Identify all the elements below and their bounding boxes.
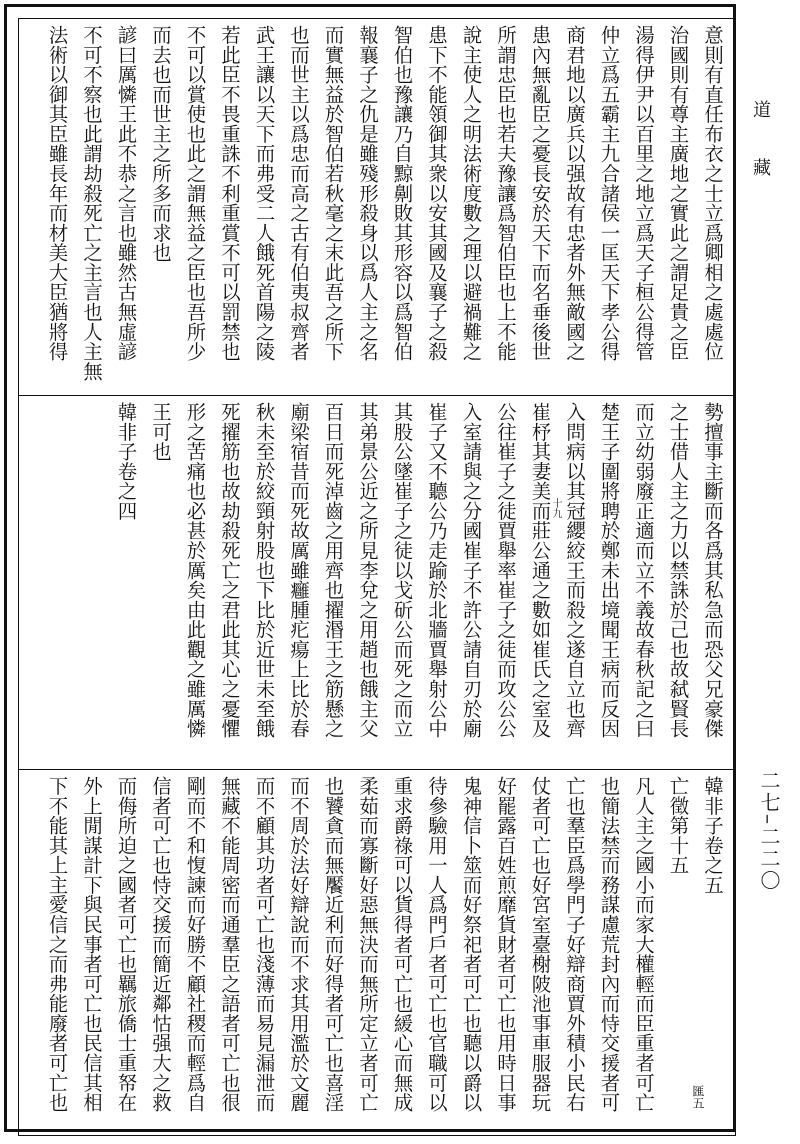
text-column: 亡徵第十五 — [666, 776, 690, 875]
collection-title: 道藏 — [750, 100, 771, 216]
text-column: 仲立爲五霸主九合諸侯一匡天下孝公得 — [597, 25, 621, 362]
text-column: 公往崔子之徒賈舉率崔子之徒而攻公公 — [494, 402, 517, 739]
text-column: 韓非子卷之五 — [701, 776, 724, 895]
text-column: 也而世主以爲忠而高之古有伯夷叔齊者 — [287, 25, 310, 362]
text-column: 智伯也豫讓乃自黥劓敗其形容以爲智伯 — [390, 25, 414, 362]
text-column: 待參驗用一人爲門戶者可亡也官職可以 — [425, 776, 448, 1113]
text-frame — [18, 18, 736, 1136]
text-column: 若此臣不畏重誅不利重賞不可以罰禁也 — [218, 25, 241, 362]
text-column: 而立幼弱廢正適而立不義故春秋記之曰 — [632, 402, 655, 739]
text-column: 外上閒謀計下與民事者可亡也民信其相 — [80, 776, 103, 1113]
page-number: 二七–二二〇 — [757, 770, 781, 892]
text-column: 患內無亂臣之憂長安於天下而名垂後世 — [528, 25, 552, 362]
text-column: 秋未至於絞頸射股也下比於近世未至餓 — [252, 402, 276, 739]
block-marker: 匯五 — [691, 1085, 705, 1109]
text-column: 入室請與之分國崔子不許公請自刃於廟 — [459, 402, 483, 739]
text-column: 楚王子圍將聘於鄭未出境聞王病而反因 — [597, 402, 621, 739]
text-column: 仗者可亡也好宮室臺榭陂池事車服器玩 — [528, 776, 552, 1113]
text-column: 也饕貪而無饜近利而好得者可亡也喜淫 — [321, 776, 345, 1113]
page-frame — [4, 4, 736, 1132]
text-column: 死擢筋也故劫殺死亡之君此其心之憂懼 — [218, 402, 241, 739]
text-column: 而不顧其功者可亡也淺薄而易見漏泄而 — [252, 776, 276, 1113]
text-column: 王可也 — [149, 402, 172, 462]
text-column: 意則有直任布衣之士立爲卿相之處處位 — [701, 25, 724, 362]
text-column: 不可不察也此謂劫殺死亡之主言也人主無 — [80, 25, 103, 382]
text-column: 下不能其上主愛信之而弗能廢者可亡也 — [45, 776, 69, 1113]
text-column: 崔杼其妻美而莊公通之數如崔氏之室及 — [528, 402, 552, 739]
text-column: 說主使人之明法術度數之理以避禍難之 — [459, 25, 483, 362]
text-column: 之士借人主之力以禁誅於己也故弑賢長 — [666, 402, 690, 739]
text-column: 形之苦痛也必甚於厲矣由此觀之雖厲憐 — [183, 402, 207, 739]
text-column: 湯得伊尹以百里之地立爲天子桓公得管 — [632, 25, 655, 362]
text-column: 治國則有尊主廣地之實此之謂足貴之臣 — [666, 25, 690, 362]
text-column: 勢擅事主斷而各爲其私急而恐父兄豪傑 — [701, 402, 724, 739]
text-column: 凡人主之國小而家大權輕而臣重者可亡 — [632, 776, 655, 1113]
text-column: 患下不能領御其衆以安其國及襄子之殺 — [425, 25, 448, 362]
text-column: 韓非子卷之四 — [114, 402, 138, 521]
text-column: 而去也而世主之所多而求也 — [149, 25, 172, 263]
text-column: 柔茹而寡斷好惡無決而無所定立者可亡 — [356, 776, 379, 1113]
text-column: 好罷露百姓煎靡貨財者可亡也用時日事 — [494, 776, 517, 1113]
block-marker: 十九 — [550, 498, 561, 518]
text-column: 也簡法禁而務謀慮荒封內而恃交援者可 — [597, 776, 621, 1113]
text-column: 諺曰厲憐王此不恭之言也雖然古無虛諺 — [114, 25, 138, 362]
columns-middle — [25, 402, 729, 764]
text-column: 重求爵祿可以貨得者可亡也緩心而無成 — [390, 776, 414, 1113]
text-column: 法術以御其臣雖長年而材美大臣猶將得 — [45, 25, 69, 362]
columns-top — [25, 25, 729, 389]
text-column: 廟梁宿昔而死故厲雖癰腫疕瘍上比於春 — [287, 402, 310, 739]
text-column: 亡也羣臣爲學門子好辯商賈外積小民右 — [563, 776, 586, 1113]
text-column: 武王讓以天下而弗受二人餓死首陽之陵 — [252, 25, 276, 362]
text-column: 剛而不和愎諫而好勝不顧社稷而輕爲自 — [183, 776, 207, 1113]
columns-bottom — [25, 776, 729, 1130]
text-column: 報襄子之仇是雖殘形殺身以爲人主之名 — [356, 25, 379, 362]
text-column: 其股公墜崔子之徒以戈斫公而死之而立 — [390, 402, 414, 739]
text-column: 而侮所迫之國者可亡也羈旅僑士重帑在 — [114, 776, 138, 1113]
text-column: 百日而死淖齒之用齊也擢湣王之筋懸之 — [321, 402, 345, 739]
text-column: 而實無益於智伯若秋毫之末此吾之所下 — [321, 25, 345, 362]
text-column: 無藏不能周密而通羣臣之語者可亡也很 — [218, 776, 241, 1113]
text-column: 入問病以其冠纓絞王而殺之遂自立也齊 — [563, 402, 586, 739]
text-column: 而不周於法好辯說而不求其用濫於文麗 — [287, 776, 310, 1113]
text-column: 商君地以廣兵以强故有忠者外無敵國之 — [563, 25, 586, 362]
text-column: 鬼神信卜筮而好祭祀者可亡也聽以爵以 — [459, 776, 483, 1113]
text-column: 所謂忠臣也若夫豫讓爲智伯臣也上不能 — [494, 25, 517, 362]
text-band-bottom — [19, 769, 735, 1136]
text-column: 崔子又不聽公乃走踰於北牆賈舉射公中 — [425, 402, 448, 739]
text-column: 其弟景公近之所見李兌之用趙也餓主父 — [356, 402, 379, 739]
text-column: 信者可亡也恃交援而簡近鄰怙强大之救 — [149, 776, 172, 1113]
text-column: 不可以賞使也此之謂無益之臣也吾所少 — [183, 25, 207, 362]
text-band-top — [19, 19, 735, 395]
text-band-middle — [19, 395, 735, 770]
